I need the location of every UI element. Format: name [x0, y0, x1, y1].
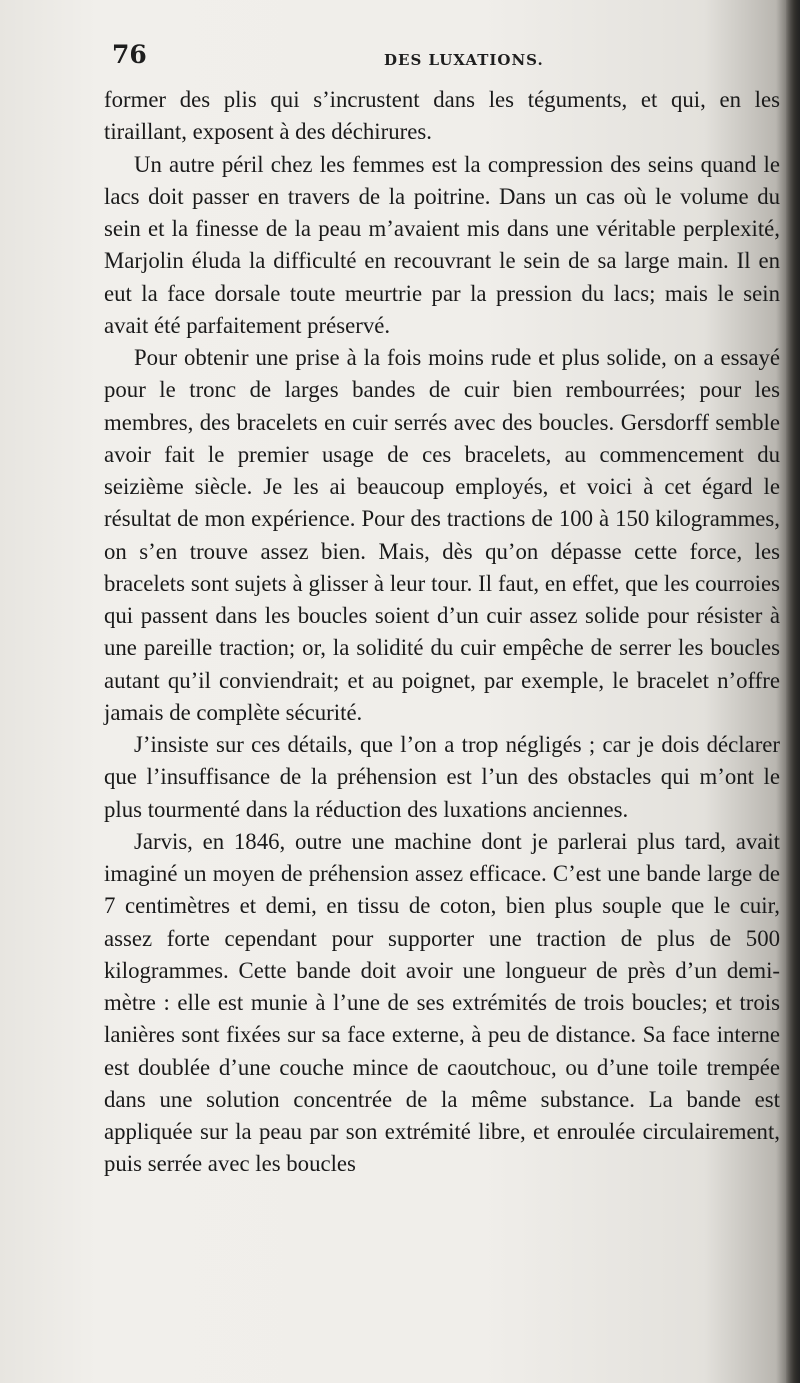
page-number: 76	[112, 40, 147, 69]
paragraph-continuation: former des plis qui s’incrustent dans les téguments, et qui, en les tiraillant, exposent à des déchirures.	[104, 87, 780, 145]
page-header	[112, 40, 780, 80]
body-text	[104, 84, 780, 1181]
page-edge-shadow	[786, 0, 800, 1383]
running-head: DES LUXATIONS.	[384, 51, 544, 69]
paragraph-bracelets: Pour obtenir une prise à la fois moins rude et plus solide, on a essayé pour le tronc de larges bandes de cuir bien rembourrées; pour les membres, des bracelets en cuir serrés avec des boucles. Gersdorff semble avoir fait le premier usage de ces bracelets, au commencement du seizième siècle. Je les ai beaucoup employés, et voici à cet égard le résultat de mon expérience. Pour des tractions de 100 à 150 kilogrammes, on s’en trouve assez bien. Mais, dès qu’on dépasse cette force, les bracelets sont sujets à glisser à leur tour. Il faut, en effet, que les courroies qui passent dans les boucles soient d’un cuir assez solide pour résister à une pareille traction; or, la solidité du cuir empêche de serrer les boucles autant qu’il conviendrait; et au poignet, par exemple, le bracelet n’offre jamais de complète sécurité.	[104, 345, 780, 725]
paragraph-insuffisance: J’insiste sur ces détails, que l’on a trop négligés ; car je dois déclarer que l’insuffisance de la préhension est l’un des obstacles qui m’ont le plus tourmenté dans la réduction des luxations anciennes.	[104, 732, 780, 822]
paragraph-jarvis: Jarvis, en 1846, outre une machine dont je parlerai plus tard, avait imaginé un moyen de préhension assez efficace. C’est une bande large de 7 centimètres et demi, en tissu de coton, bien plus souple que le cuir, assez forte cependant pour supporter une traction de plus de 500 kilogrammes. Cette bande doit avoir une longueur de près d’un demi-mètre : elle est munie à l’une de ses extrémités de trois boucles; et trois lanières sont fixées sur sa face externe, à peu de distance. Sa face interne est doublée d’une couche mince de caoutchouc, ou d’une toile trempée dans une solution concentrée de la même substance. La bande est appliquée sur la peau par son extrémité libre, et enroulée circulairement, puis serrée avec les boucles	[104, 828, 780, 1177]
paragraph-compression-seins: Un autre péril chez les femmes est la compression des seins quand le lacs doit passer en travers de la poitrine. Dans un cas où le volume du sein et la finesse de la peau m’avaient mis dans une véritable perplexité, Marjolin éluda la difficulté en recouvrant le sein de sa large main. Il en eut la face dorsale toute meurtrie par la pression du lacs; mais le sein avait été parfaitement préservé.	[104, 151, 780, 338]
